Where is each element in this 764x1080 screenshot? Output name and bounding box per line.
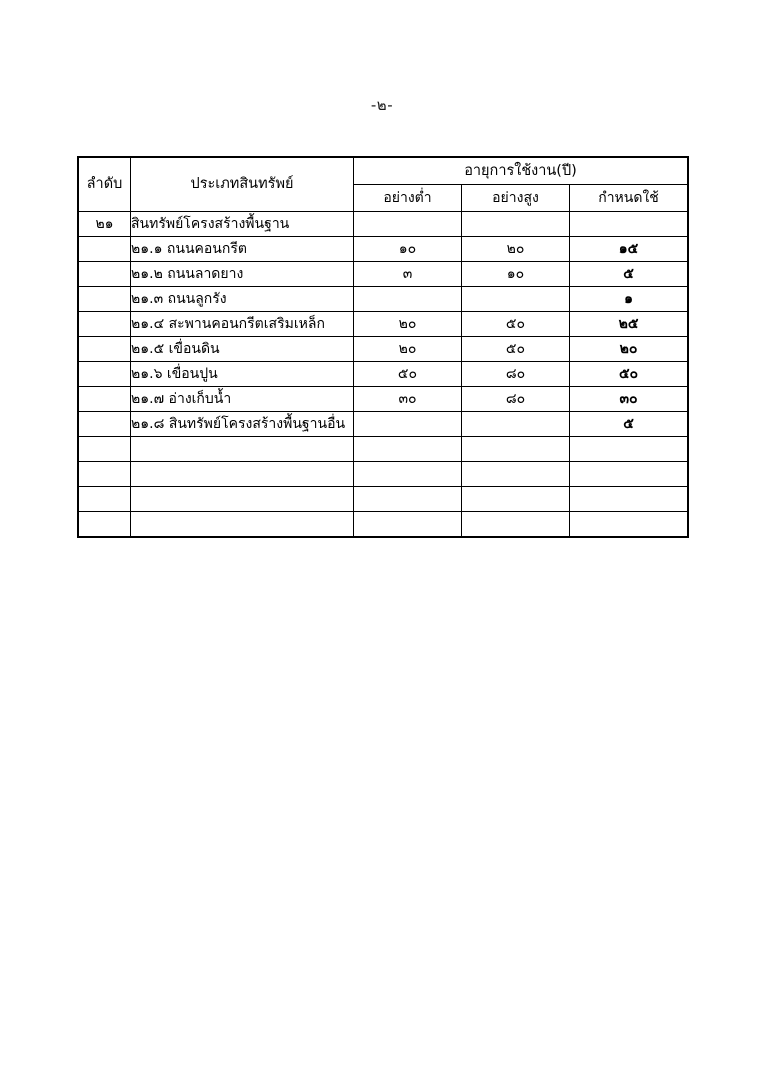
cell-fixed-years: ๕ <box>570 412 688 437</box>
cell-maximum-years: ๕๐ <box>462 337 570 362</box>
cell-asset-type: ๒๑.๘ สินทรัพย์โครงสร้างพื้นฐานอื่น <box>131 412 354 437</box>
column-header-sequence: ลำดับ <box>79 158 131 212</box>
cell-fixed-years: ๑๕ <box>570 237 688 262</box>
cell-asset-type: ๒๑.๓ ถนนลูกรัง <box>131 287 354 312</box>
cell-sequence <box>79 362 131 387</box>
cell-minimum-years <box>354 287 462 312</box>
cell-asset-type <box>131 487 354 512</box>
cell-maximum-years: ๒๐ <box>462 237 570 262</box>
table-row <box>79 362 688 387</box>
cell-minimum-years: ๓๐ <box>354 387 462 412</box>
column-header-asset-type: ประเภทสินทรัพย์ <box>131 158 354 212</box>
cell-fixed-years <box>570 462 688 487</box>
cell-fixed-years: ๕ <box>570 262 688 287</box>
page-number-marker: -๒- <box>370 96 394 114</box>
cell-fixed-years <box>570 212 688 237</box>
cell-minimum-years: ๓ <box>354 262 462 287</box>
cell-asset-type: ๒๑.๕ เขื่อนดิน <box>131 337 354 362</box>
column-header-minimum: อย่างต่ำ <box>354 185 462 212</box>
cell-asset-type: ๒๑.๒ ถนนลาดยาง <box>131 262 354 287</box>
cell-maximum-years: ๕๐ <box>462 312 570 337</box>
cell-sequence <box>79 337 131 362</box>
cell-minimum-years <box>354 437 462 462</box>
cell-maximum-years <box>462 437 570 462</box>
cell-maximum-years <box>462 412 570 437</box>
cell-sequence: ๒๑ <box>79 212 131 237</box>
cell-asset-type: สินทรัพย์โครงสร้างพื้นฐาน <box>131 212 354 237</box>
cell-minimum-years: ๒๐ <box>354 337 462 362</box>
column-header-fixed-usage: กำหนดใช้ <box>570 185 688 212</box>
cell-asset-type: ๒๑.๑ ถนนคอนกรีต <box>131 237 354 262</box>
cell-sequence <box>79 387 131 412</box>
table-row <box>79 337 688 362</box>
cell-fixed-years: ๓๐ <box>570 387 688 412</box>
table-header-row-primary <box>79 158 688 185</box>
cell-minimum-years: ๒๐ <box>354 312 462 337</box>
cell-minimum-years <box>354 212 462 237</box>
table-row <box>79 437 688 462</box>
table-row <box>79 262 688 287</box>
cell-maximum-years: ๑๐ <box>462 262 570 287</box>
cell-minimum-years <box>354 462 462 487</box>
cell-fixed-years: ๕๐ <box>570 362 688 387</box>
cell-asset-type <box>131 512 354 537</box>
table-header <box>79 158 688 212</box>
table-row <box>79 412 688 437</box>
cell-fixed-years: ๒๕ <box>570 312 688 337</box>
asset-useful-life-table <box>78 157 688 537</box>
table-row <box>79 212 688 237</box>
cell-sequence <box>79 437 131 462</box>
cell-maximum-years <box>462 462 570 487</box>
table-row <box>79 462 688 487</box>
table-row <box>79 512 688 537</box>
table-row <box>79 487 688 512</box>
cell-minimum-years <box>354 487 462 512</box>
cell-minimum-years <box>354 512 462 537</box>
cell-sequence <box>79 462 131 487</box>
table-row <box>79 287 688 312</box>
cell-fixed-years <box>570 487 688 512</box>
cell-asset-type <box>131 437 354 462</box>
cell-fixed-years <box>570 437 688 462</box>
cell-minimum-years <box>354 412 462 437</box>
cell-maximum-years <box>462 212 570 237</box>
cell-maximum-years: ๘๐ <box>462 387 570 412</box>
cell-maximum-years <box>462 287 570 312</box>
table-body <box>79 212 688 537</box>
cell-asset-type: ๒๑.๖ เขื่อนปูน <box>131 362 354 387</box>
cell-sequence <box>79 287 131 312</box>
cell-fixed-years: ๑ <box>570 287 688 312</box>
table-row <box>79 237 688 262</box>
cell-sequence <box>79 237 131 262</box>
column-header-maximum: อย่างสูง <box>462 185 570 212</box>
table-row <box>79 312 688 337</box>
column-header-useful-life-group: อายุการใช้งาน(ปี) <box>354 158 688 185</box>
cell-minimum-years: ๕๐ <box>354 362 462 387</box>
cell-maximum-years: ๘๐ <box>462 362 570 387</box>
cell-sequence <box>79 412 131 437</box>
cell-sequence <box>79 262 131 287</box>
cell-maximum-years <box>462 487 570 512</box>
cell-sequence <box>79 312 131 337</box>
cell-fixed-years: ๒๐ <box>570 337 688 362</box>
cell-minimum-years: ๑๐ <box>354 237 462 262</box>
cell-fixed-years <box>570 512 688 537</box>
cell-asset-type: ๒๑.๔ สะพานคอนกรีตเสริมเหล็ก <box>131 312 354 337</box>
cell-asset-type <box>131 462 354 487</box>
cell-asset-type: ๒๑.๗ อ่างเก็บน้ำ <box>131 387 354 412</box>
cell-sequence <box>79 487 131 512</box>
asset-useful-life-table-wrapper <box>78 157 687 537</box>
cell-maximum-years <box>462 512 570 537</box>
cell-sequence <box>79 512 131 537</box>
table-row <box>79 387 688 412</box>
